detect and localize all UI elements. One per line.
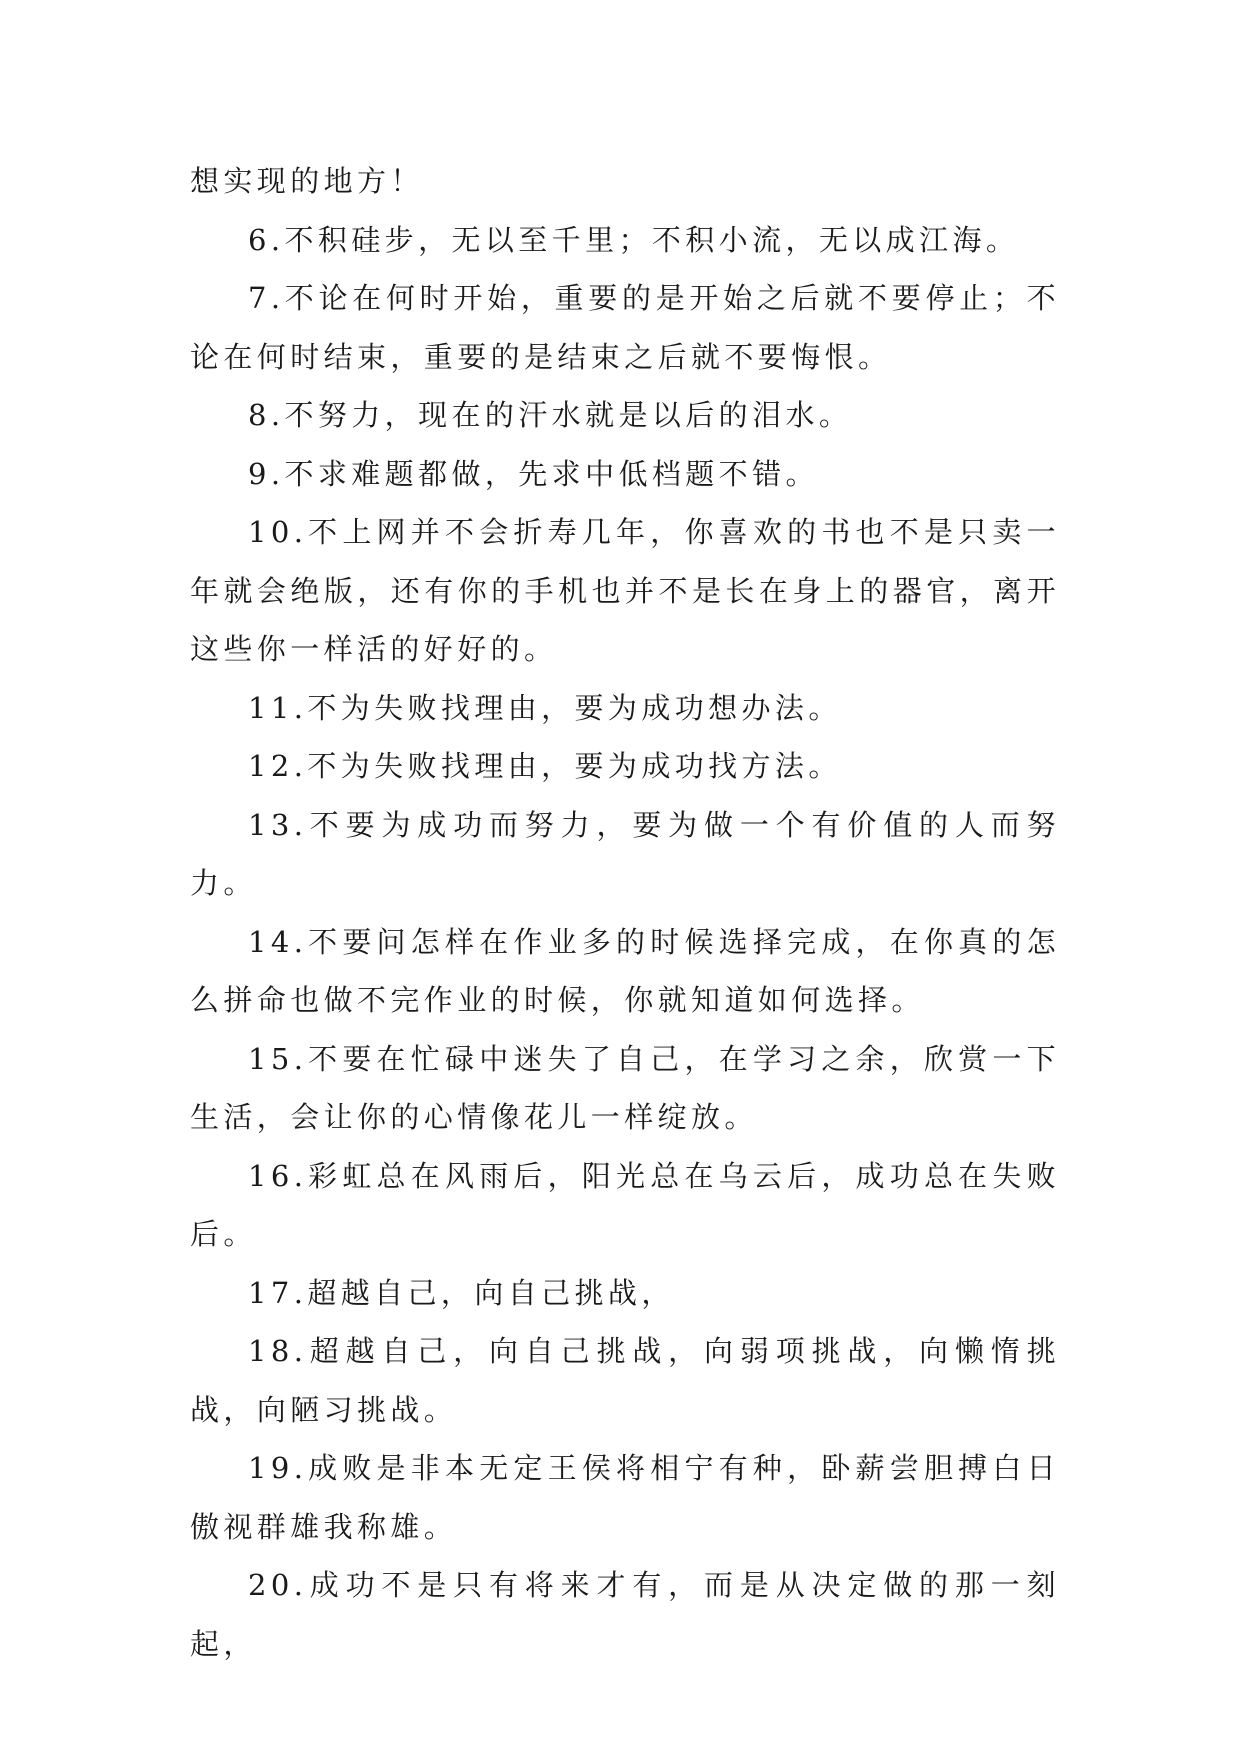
paragraph: 12.不为失败找理由，要为成功找方法。 (248, 749, 842, 783)
paragraph: 8.不努力，现在的汗水就是以后的泪水。 (248, 398, 853, 432)
paragraph: 20.成功不是只有将来才有，而是从决定做的那一刻起， (190, 1568, 1060, 1661)
paragraph: 19.成败是非本无定王侯将相宁有种，卧薪尝胆搏白日傲视群雄我称雄。 (190, 1451, 1060, 1544)
paragraph: 11.不为失败找理由，要为成功想办法。 (248, 690, 842, 725)
paragraph: 9.不求难题都做，先求中低档题不错。 (248, 456, 819, 491)
paragraph: 18.超越自己，向自己挑战，向弱项挑战，向懒惰挑战，向陋习挑战。 (190, 1334, 1060, 1427)
paragraph: 想实现的地方！ (190, 164, 424, 198)
paragraph: 13.不要为成功而努力，要为做一个有价值的人而努力。 (190, 807, 1060, 900)
paragraph: 6.不积硅步，无以至千里；不积小流，无以成江海。 (248, 222, 1020, 257)
paragraph: 10.不上网并不会折寿几年，你喜欢的书也不是只卖一年就会绝版，还有你的手机也并不是长在身上的器官，离开这些你一样活的好好的。 (190, 515, 1060, 666)
paragraph: 17.超越自己，向自己挑战， (248, 1275, 675, 1310)
document-body (190, 152, 1060, 1673)
paragraph: 16.彩虹总在风雨后，阳光总在乌云后，成功总在失败后。 (190, 1158, 1060, 1251)
paragraph: 7.不论在何时开始，重要的是开始之后就不要停止；不论在何时结束，重要的是结束之后就不要悔恨。 (190, 281, 1060, 374)
paragraph: 15.不要在忙碌中迷失了自己，在学习之余，欣赏一下生活，会让你的心情像花儿一样绽放。 (190, 1041, 1060, 1134)
paragraph: 14.不要问怎样在作业多的时候选择完成，在你真的怎么拼命也做不完作业的时候，你就知道如何选择。 (190, 924, 1060, 1017)
